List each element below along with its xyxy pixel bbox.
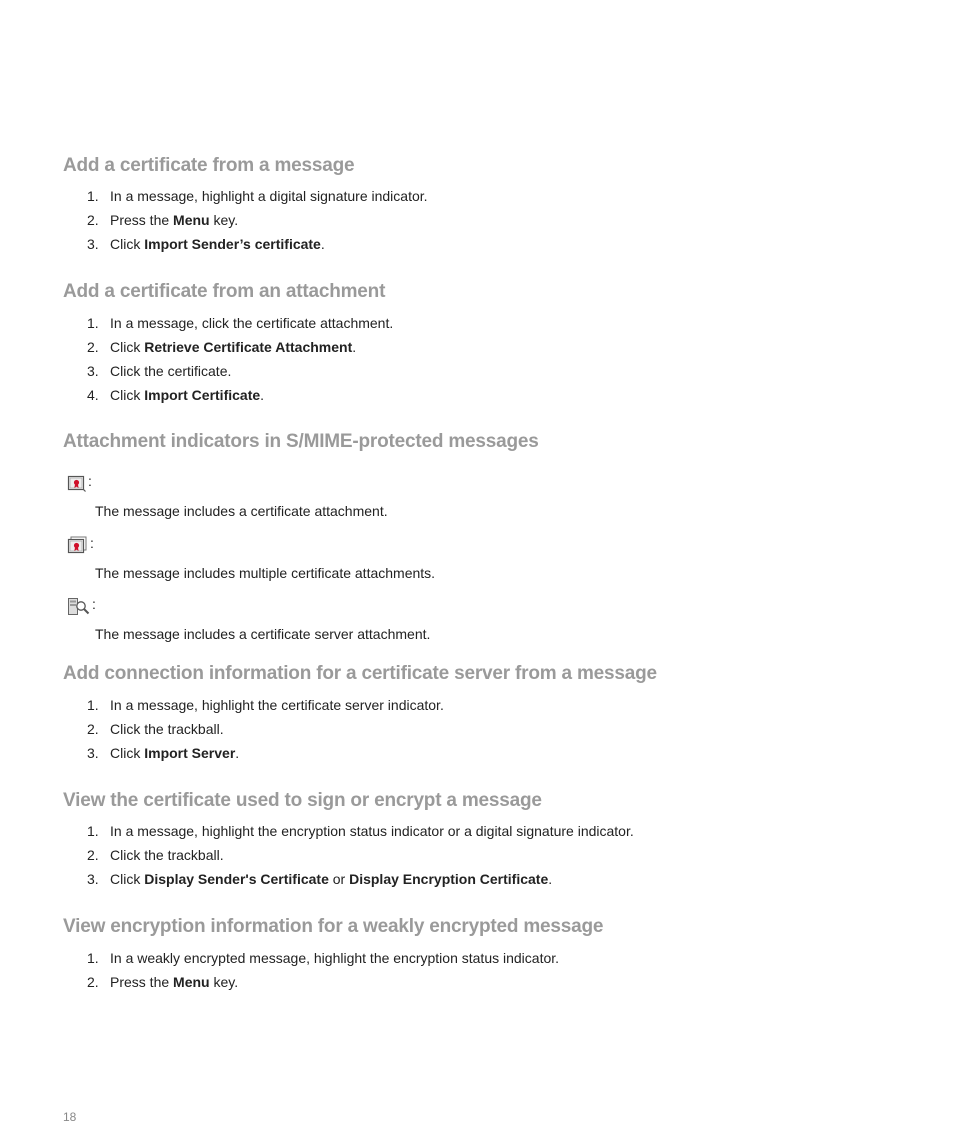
list-item: 1. In a message, highlight a digital signature indicator. [87,188,428,204]
multiple-certificates-icon [67,536,89,561]
step-list [63,946,923,994]
step-list [63,311,923,407]
section-heading: View encryption information for a weakly encrypted message [63,916,604,937]
step-list [63,184,923,256]
list-item: 2. Click Retrieve Certificate Attachment. [87,339,357,355]
indicator-colon: : [92,596,96,612]
indicator-colon: : [88,473,92,489]
list-item: 1. In a message, click the certificate attachment. [87,315,394,331]
list-item: 1. In a weakly encrypted message, highlight the encryption status indicator. [87,950,560,966]
step-list [63,693,923,765]
step-list [63,819,923,891]
list-item: 2. Press the Menu key. [87,974,239,990]
section-heading: Attachment indicators in S/MIME-protected messages [63,431,539,452]
section-heading: Add a certificate from a message [63,155,355,176]
list-item: 3. Click Display Sender's Certificate or Display Encryption Certificate. [87,871,553,887]
indicator-description: The message includes a certificate attachment. [95,503,388,519]
section-view-certificate [63,789,923,891]
section-heading: Add a certificate from an attachment [63,281,386,302]
list-item: 2. Click the trackball. [87,847,224,863]
section-view-encryption-information [63,915,923,994]
section-attachment-indicators [63,430,923,454]
list-item: 1. In a message, highlight the encryption status indicator or a digital signature indicator. [87,823,634,839]
section-add-connection-information [63,662,923,765]
list-item: 3. Click Import Sender’s certificate. [87,236,325,252]
list-item: 2. Press the Menu key. [87,212,239,228]
certificate-server-icon [67,597,91,622]
indicator-colon: : [90,535,94,551]
list-item: 2. Click the trackball. [87,721,224,737]
certificate-attachment-icon [67,474,87,499]
list-item: 1. In a message, highlight the certificate server indicator. [87,697,444,713]
page-number: 18 [63,1110,77,1124]
list-item: 3. Click the certificate. [87,363,232,379]
section-heading: View the certificate used to sign or encrypt a message [63,790,542,811]
section-heading: Add connection information for a certificate server from a message [63,663,657,684]
list-item: 4. Click Import Certificate. [87,387,265,403]
indicator-item [67,597,430,643]
section-add-certificate-from-message [63,154,923,256]
list-item: 3. Click Import Server. [87,745,240,761]
indicator-item [67,474,388,520]
indicator-description: The message includes multiple certificate attachments. [95,565,436,581]
section-add-certificate-from-attachment [63,280,923,407]
indicator-item [67,536,435,582]
indicator-description: The message includes a certificate server attachment. [95,626,431,642]
